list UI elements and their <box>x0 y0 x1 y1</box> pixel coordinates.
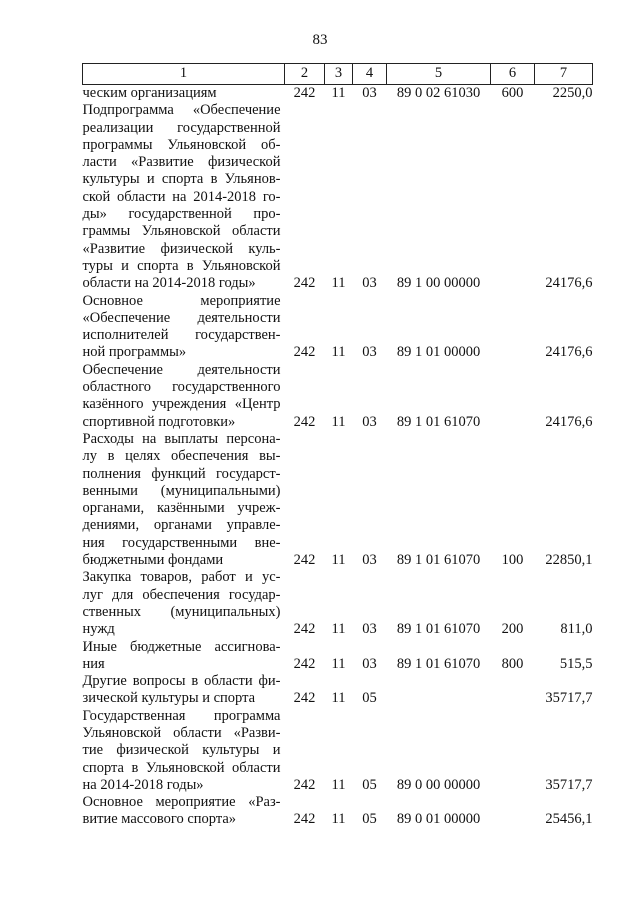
ministry-code: 242 <box>293 413 316 430</box>
column-header-3: 3 <box>325 64 353 85</box>
ministry-code: 242 <box>293 552 316 569</box>
expense-type-code <box>491 102 535 292</box>
description-line: венными (муниципальными) <box>82 482 281 499</box>
amount-value: 24176,6 <box>545 275 593 292</box>
table-row <box>83 569 593 638</box>
ministry-code: 242 <box>293 811 316 828</box>
amount-value: 811,0 <box>560 621 593 638</box>
expense-type-code <box>491 293 535 362</box>
section-code: 11 <box>331 85 346 101</box>
description-line: казённого учреждения «Центр <box>82 396 281 413</box>
description-line: нужд <box>82 621 115 638</box>
description-line: спортивной подготовки» <box>82 413 236 430</box>
description-line: Основное мероприятие «Раз- <box>82 794 281 811</box>
ministry-code: 242 <box>293 621 316 638</box>
row-description <box>83 362 285 431</box>
target-article-code: 89 0 01 00000 <box>396 811 481 828</box>
section-code: 11 <box>331 413 346 430</box>
description-line: Иные бюджетные ассигнова- <box>82 638 281 655</box>
section-code: 11 <box>331 690 346 707</box>
amount-value: 2250,0 <box>552 85 593 101</box>
description-line: ной программы» <box>82 344 187 361</box>
description-line: луг для обеспечения государ- <box>82 586 281 603</box>
row-description <box>83 673 285 708</box>
expense-type-code: 800 <box>501 655 524 672</box>
description-line: реализации государственной <box>82 119 281 136</box>
target-article-code: 89 0 00 00000 <box>396 776 481 793</box>
description-line: полнения функций государст- <box>82 465 281 482</box>
description-line: зической культуры и спорта <box>82 690 256 707</box>
subsection-code: 03 <box>362 621 377 638</box>
expense-type-code: 600 <box>501 85 524 101</box>
table-row <box>83 431 593 569</box>
description-line: «Развитие физической куль- <box>82 240 281 257</box>
subsection-code: 03 <box>362 552 377 569</box>
column-header-6: 6 <box>491 64 535 85</box>
ministry-code: 242 <box>293 344 316 361</box>
amount-value: 515,5 <box>559 655 593 672</box>
table-header <box>83 64 593 85</box>
section-code: 11 <box>331 275 346 292</box>
description-line: туры и спорта в Ульяновской <box>82 257 281 274</box>
ministry-code: 242 <box>293 690 316 707</box>
description-line: Подпрограмма «Обеспечение <box>82 102 281 119</box>
column-header-5: 5 <box>387 64 491 85</box>
section-code: 11 <box>331 621 346 638</box>
description-line: граммы Ульяновской области <box>82 223 281 240</box>
subsection-code: 03 <box>362 655 377 672</box>
target-article-code: 89 0 02 61030 <box>396 85 481 101</box>
description-line: ческим организациям <box>82 85 217 101</box>
amount-value: 35717,7 <box>545 690 593 707</box>
ministry-code: 242 <box>293 776 316 793</box>
section-code: 11 <box>331 776 346 793</box>
row-description <box>83 431 285 569</box>
description-line: программы Ульяновской об- <box>82 136 281 153</box>
description-line: Расходы на выплаты персона- <box>82 430 281 447</box>
description-line: ласти «Развитие физической <box>82 154 281 171</box>
amount-value: 24176,6 <box>545 344 593 361</box>
table-row <box>83 639 593 674</box>
ministry-code: 242 <box>293 275 316 292</box>
subsection-code: 05 <box>362 811 377 828</box>
section-code: 11 <box>331 552 346 569</box>
section-code: 11 <box>331 811 346 828</box>
amount-value: 25456,1 <box>545 811 593 828</box>
description-line: витие массового спорта» <box>82 811 237 828</box>
row-description <box>83 708 285 794</box>
expense-type-code <box>491 673 535 708</box>
description-line: Государственная программа <box>82 707 281 724</box>
description-line: области на 2014-2018 годы» <box>82 275 256 292</box>
section-code: 11 <box>331 655 346 672</box>
expense-type-code: 100 <box>501 552 524 569</box>
description-line: Другие вопросы в области фи- <box>82 673 281 690</box>
target-article-code: 89 1 00 00000 <box>396 275 481 292</box>
target-article-code: 89 1 01 61070 <box>396 413 481 430</box>
description-line: тие физической культуры и <box>82 742 281 759</box>
table-row <box>83 362 593 431</box>
description-line: исполнителей государствен- <box>82 327 281 344</box>
description-line: ственных (муниципальных) <box>82 603 281 620</box>
description-line: областного государственного <box>82 379 281 396</box>
subsection-code: 05 <box>362 690 377 707</box>
description-line: лу в целях обеспечения вы- <box>82 448 281 465</box>
row-description <box>83 293 285 362</box>
description-line: Основное мероприятие <box>82 292 281 309</box>
section-code: 11 <box>331 344 346 361</box>
table-row <box>83 102 593 292</box>
description-line: Обеспечение деятельности <box>82 361 281 378</box>
target-article-code <box>387 673 491 708</box>
subsection-code: 03 <box>362 85 377 101</box>
header-row <box>83 64 593 85</box>
expense-type-code <box>491 794 535 829</box>
description-line: «Обеспечение деятельности <box>82 309 281 326</box>
ministry-code: 242 <box>293 85 316 101</box>
amount-value: 22850,1 <box>545 552 593 569</box>
expense-type-code <box>491 708 535 794</box>
subsection-code: 03 <box>362 275 377 292</box>
row-description <box>83 85 285 103</box>
row-description <box>83 639 285 674</box>
description-line: ды» государственной про- <box>82 206 281 223</box>
target-article-code: 89 1 01 00000 <box>396 344 481 361</box>
budget-table <box>82 63 593 829</box>
target-article-code: 89 1 01 61070 <box>396 655 481 672</box>
column-header-4: 4 <box>353 64 387 85</box>
subsection-code: 03 <box>362 344 377 361</box>
subsection-code: 05 <box>362 776 377 793</box>
table-body <box>83 85 593 829</box>
target-article-code: 89 1 01 61070 <box>396 552 481 569</box>
row-description <box>83 794 285 829</box>
amount-value: 35717,7 <box>545 776 593 793</box>
description-line: ния государственными вне- <box>82 534 281 551</box>
table-row <box>83 293 593 362</box>
row-description <box>83 102 285 292</box>
table-row <box>83 85 593 103</box>
amount-value: 24176,6 <box>545 413 593 430</box>
description-line: культуры и спорта в Ульянов- <box>82 171 281 188</box>
page-number: 83 <box>312 32 328 48</box>
column-header-7: 7 <box>535 64 593 85</box>
description-line: Ульяновской области «Разви- <box>82 724 281 741</box>
row-description <box>83 569 285 638</box>
description-line: на 2014-2018 годы» <box>82 776 204 793</box>
column-header-2: 2 <box>285 64 325 85</box>
table-row <box>83 708 593 794</box>
table-row <box>83 794 593 829</box>
description-line: ской области на 2014-2018 го- <box>82 188 281 205</box>
target-article-code: 89 1 01 61070 <box>396 621 481 638</box>
description-line: Закупка товаров, работ и ус- <box>82 569 281 586</box>
subsection-code: 03 <box>362 413 377 430</box>
description-line: спорта в Ульяновской области <box>82 759 281 776</box>
table-row <box>83 673 593 708</box>
description-line: дениями, органами управле- <box>82 517 281 534</box>
description-line: бюджетными фондами <box>82 552 224 569</box>
expense-type-code: 200 <box>501 621 524 638</box>
ministry-code: 242 <box>293 655 316 672</box>
column-header-1: 1 <box>83 64 285 85</box>
description-line: ния <box>82 655 105 672</box>
description-line: органами, казёнными учреж- <box>82 500 281 517</box>
expense-type-code <box>491 362 535 431</box>
